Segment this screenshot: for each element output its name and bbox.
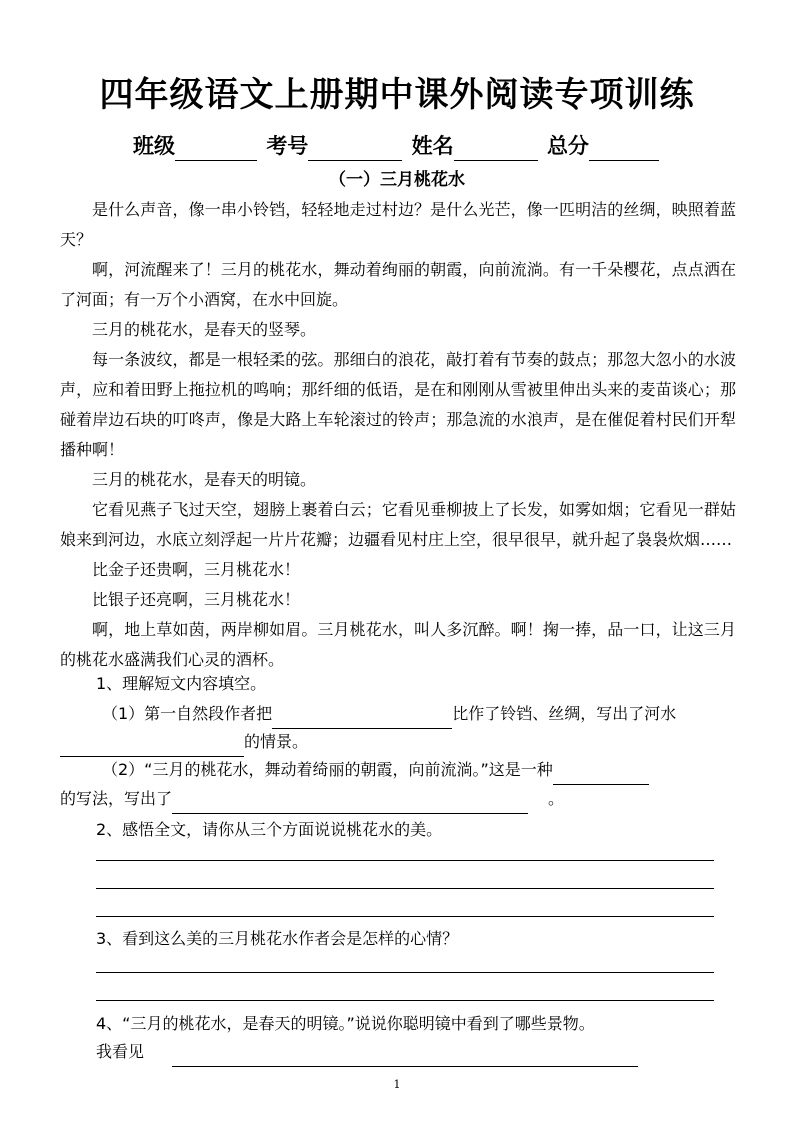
passage-paragraph: 比银子还亮啊，三月桃花水！ [92,590,301,609]
passage-heading: （一）三月桃花水 [329,170,465,190]
q1-p1-text-c: 的情景。 [244,732,309,751]
question-1-part-2 [60,755,736,785]
name-field[interactable] [454,136,538,161]
q1-p2-text-c: 。 [548,789,565,808]
q1-p2-blank-1[interactable] [553,764,649,785]
q1-p2-text-b: 的写法，写出了 [60,789,173,808]
class-label: 班级 [133,134,175,158]
name-label: 姓名 [411,134,454,158]
question-1-part-2-cont [60,784,736,814]
page-number: 1 [393,1078,401,1091]
q1-p1-text-a: （1）第一自然段作者把 [102,704,273,723]
q4-answer-blank[interactable] [172,1046,638,1067]
q3-answer-line[interactable] [96,1000,714,1001]
question-2-title: 2、感悟全文，请你从三个方面说说桃花水的美。 [96,820,443,839]
question-1-part-1-cont [60,727,736,757]
q2-answer-line[interactable] [96,888,714,889]
question-1-part-1 [60,699,736,729]
q2-answer-line[interactable] [96,860,714,861]
q2-answer-line[interactable] [96,916,714,917]
q4-answer-prefix: 我看见 [96,1042,145,1061]
question-3-title: 3、看到这么美的三月桃花水作者会是怎样的心情？ [96,929,459,948]
passage-paragraph: 三月的桃花水，是春天的明镜。 [92,470,317,489]
passage-paragraph: 它看见燕子飞过天空，翅膀上裹着白云；它看见垂柳披上了长发，如雾如烟；它看见一群姑娘来到河边，水底立刻浮起一片片花瓣；边疆看见村庄上空，很早很早，就升起了袅袅炊烟…… [60,500,736,549]
q1-p2-text-a: （2）“三月的桃花水，舞动着绮丽的朝霞，向前流淌。”这是一种 [102,760,553,779]
student-info-line [133,131,693,161]
score-label: 总分 [546,134,589,158]
passage-paragraph: 每一条波纹，都是一根轻柔的弦。那细白的浪花，敲打着有节奏的鼓点；那忽大忽小的水波声，应和着田野上拖拉机的鸣响；那纤细的低语，是在和刚刚从雪被里伸出头来的麦苗谈心；那碰着岸边石块的叮咚声，像是大路上车轮滚过的铃声；那急流的水浪声，是在催促着村民们开犁播种啊！ [60,350,736,459]
passage-paragraph: 啊，河流醒来了！三月的桃花水，舞动着绚丽的朝霞，向前流淌。有一千朵樱花，点点洒在了河面；有一万个小酒窝，在水中回旋。 [60,260,736,309]
passage-paragraph: 啊，地上草如茵，两岸柳如眉。三月桃花水，叫人多沉醉。啊！掬一捧，品一口，让这三月的桃花水盛满我们心灵的酒杯。 [60,620,736,669]
exam-no-label: 考号 [266,134,309,158]
q1-p2-blank-2[interactable] [172,793,528,814]
passage-body [60,195,736,675]
q1-p1-blank-1[interactable] [272,708,452,729]
page-title: 四年级语文上册期中课外阅读专项训练 [99,75,695,115]
q1-p1-text-b: 比作了铃铛、丝绸，写出了河水 [452,704,677,723]
exam-no-field[interactable] [308,136,402,161]
question-4-title: 4、“三月的桃花水，是春天的明镜。”说说你聪明镜中看到了哪些景物。 [96,1014,595,1033]
question-4-answer [60,1037,736,1067]
score-field[interactable] [589,136,659,161]
class-field[interactable] [175,136,257,161]
passage-paragraph: 比金子还贵啊，三月桃花水！ [92,560,301,579]
q1-p1-blank-2[interactable] [60,736,244,757]
q3-answer-line[interactable] [96,972,714,973]
question-1-title: 1、理解短文内容填空。 [96,674,267,693]
passage-paragraph: 三月的桃花水，是春天的竖琴。 [92,320,317,339]
passage-paragraph: 是什么声音，像一串小铃铛，轻轻地走过村边？是什么光芒，像一匹明洁的丝绸，映照着蓝天？ [60,200,736,249]
